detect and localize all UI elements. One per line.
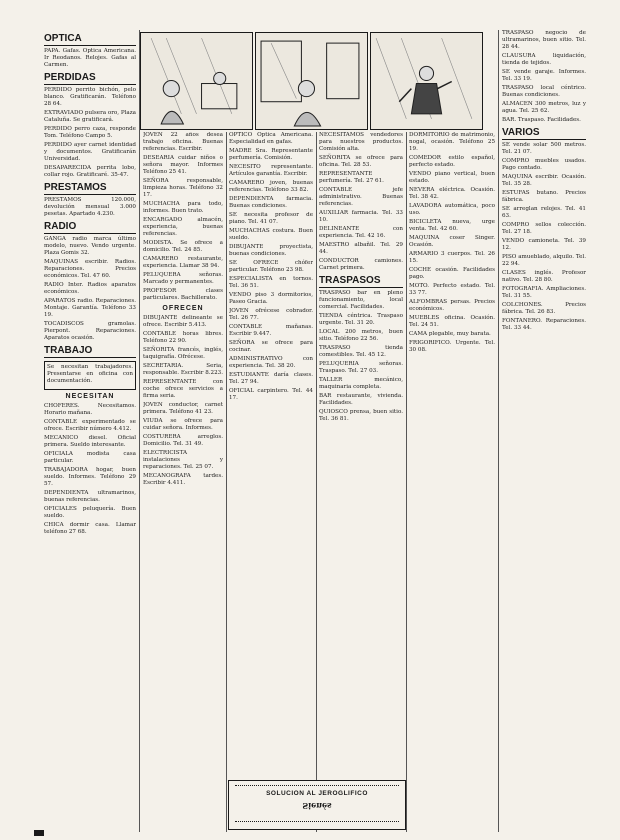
ad: CHOFERES. Necesitamos. Horario mañana. [44, 403, 136, 416]
ad: SEÑORA se ofrece para cocinar. [229, 340, 313, 353]
ad: REPRESENTANTE perfumería. Tel. 27 61. [319, 171, 384, 184]
column-divider [406, 132, 407, 832]
ad: AUXILIAR farmacia. Tel. 33 10. [319, 210, 403, 223]
ad: TRASPASO tienda comestibles. Tel. 45 12. [319, 345, 403, 358]
ad: VENDO camioneta. Tel. 39 12. [502, 238, 586, 251]
puzzle-solution-answer: Sienés [302, 801, 332, 811]
ad: COLCHONES. Precios fábrica. Tel. 26 83. [502, 302, 586, 315]
ad: COMEDOR estilo español, perfecto estado. [409, 155, 495, 168]
comic-drawing-2 [256, 33, 367, 129]
ad: MAQUINA coser Singer. Ocasión. [409, 235, 495, 248]
ad: CONTABLE mañanas. Escribir 9.447. [229, 324, 313, 337]
ad: OFICIALES peluquería. Buen sueldo. [44, 506, 136, 519]
ad: COSTURERA arreglos. Domicilio. Tel. 31 49. [143, 434, 223, 447]
puzzle-solution-title: SOLUCION AL JEROGLIFICO [266, 790, 368, 797]
column-3 [229, 132, 313, 776]
ad: PRESTAMOS 120.000, devolución mensual 3.000 pesetas. Apartado 4.230. [44, 197, 136, 217]
ad: SE arreglan relojes. Tel. 41 63. [502, 206, 586, 219]
ad: Se necesitan trabajadores. Presentarse en oficina con documentación. [47, 364, 133, 384]
column-1 [44, 30, 136, 832]
decorative-border-top [235, 785, 399, 789]
comic-panel-3 [370, 32, 483, 130]
ad: PELUQUERIA señoras. Traspaso. Tel. 27 03. [319, 361, 403, 374]
ad: CONTABLE jefe administrativo. Buenas referencias. [319, 187, 403, 207]
ad: ARMARIO 3 cuerpos. Tel. 26 15. [409, 251, 495, 264]
ad: ESTUFAS butano. Precios fábrica. [502, 190, 586, 203]
column-divider [139, 30, 140, 832]
ad: TRABAJADORA hogar, buen sueldo. Informes. Teléfono 29 57. [44, 467, 136, 487]
section-varios: VARIOS [502, 127, 586, 140]
ad: NECESITAMOS vendedores para nuestros productos. Comisión alta. [319, 132, 403, 152]
ad: CONTABLE horas libres. Teléfono 22 90. [143, 331, 223, 344]
comic-drawing-3 [371, 33, 482, 129]
ad: CAMARERO restaurante, experiencia. Llamar 38 94. [143, 256, 223, 269]
ad-optica: PAPA. Gafas. Optica Americana. Ir Reodanos. Relojes. Gafas al Carmen. [44, 48, 136, 68]
ad: TIENDA céntrica. Traspaso urgente. Tel. 31 20. [319, 313, 403, 326]
section-trabajo: TRABAJO [44, 345, 136, 358]
comic-strip [140, 32, 483, 130]
ad: SEÑORA responsable, limpieza horas. Teléfono 32 17. [143, 178, 223, 198]
ad: EXTRAVIADO pulsera oro, Plaza Cataluña. Se gratificará. [44, 110, 136, 123]
subsection-ofrecen: OFRECEN [162, 305, 204, 312]
ad: NEVERA eléctrica. Ocasión. Tel. 38 42. [409, 187, 495, 200]
column-divider [316, 132, 317, 832]
ad: TRASPASO local céntrico. Buenas condiciones. [502, 85, 586, 98]
subsection-necesitan: NECESITAN [65, 393, 115, 400]
ad: DESAPARECIDA perrita lobo, collar rojo. Gratificaré. 35-47. [44, 165, 136, 178]
ad: FRIGORIFICO. Urgente. Tel. 30 08. [409, 340, 495, 353]
ad: MECANOGRAFA tardes. Escribir 4.411. [143, 473, 223, 486]
ad: ESTUDIANTE daría clases. Tel. 27 94. [229, 372, 313, 385]
section-prestamos: PRESTAMOS [44, 182, 136, 195]
ad: APARATOS radio. Reparaciones. Montaje. Garantía. Teléfono 33 19. [44, 298, 136, 318]
ad: JOVEN conductor, carnet primera. Teléfono 41 23. [143, 402, 223, 415]
section-traspasos: TRASPASOS [319, 275, 403, 288]
ad: SEÑORITA francés, inglés, taquigrafía. Ofrécese. [143, 347, 223, 360]
column-divider [498, 30, 499, 832]
ad: BICICLETA nueva, urge venta. Tel. 42 60. [409, 219, 495, 232]
ad: JOVEN 22 años desea trabajo oficina. Buenas referencias. Escribir. [143, 132, 223, 152]
ad: ESPECIALISTA en tornos. Tel. 36 51. [229, 276, 313, 289]
section-optica: OPTICA [44, 33, 136, 46]
ad: VIUDA se ofrece para cuidar señora. Informes. [143, 418, 223, 431]
ad: DORMITORIO de matrimonio, nogal, ocasión. Teléfono 25 19. [409, 132, 495, 152]
column-2 [143, 132, 223, 832]
ad: COCHE ocasión. Facilidades pago. [409, 267, 495, 280]
column-4 [319, 132, 403, 776]
column-5 [409, 132, 495, 832]
comic-drawing-1 [141, 33, 252, 129]
ad: CLAUSURA liquidación, tienda de tejidos. [502, 53, 586, 66]
ad: ALMACEN 300 metros, luz y agua. Tel. 25 62. [502, 101, 586, 114]
ad: DEPENDIENTA farmacia. Buenas condiciones. [229, 196, 313, 209]
ad: DIBUJANTE proyectista, buenas condiciones. [229, 244, 313, 257]
column-6 [502, 30, 586, 832]
column-divider [226, 132, 227, 832]
ad: BAR. Traspaso. Facilidades. [502, 117, 581, 123]
ad: CLASES inglés. Profesor nativo. Tel. 28 80. [502, 270, 586, 283]
ad: VENDO piso 3 dormitorios, Paseo Gracia. [229, 292, 313, 305]
ad: NECESITO representante. Artículos garantía. Escribir. [229, 164, 313, 177]
ad: OFICIALA modista casa particular. [44, 451, 136, 464]
ad: DIBUJANTE delineante se ofrece. Escribir 5.413. [143, 315, 223, 328]
ad: TRASPASO bar en pleno funcionamiento, local comercial. Facilidades. [319, 290, 403, 310]
ad: OPTICO Optica Americana. Especialidad en gafas. [229, 132, 313, 145]
ad: MAESTRO albañil. Tel. 29 44. [319, 242, 403, 255]
ad: CAMARERO joven, buenas referencias. Teléfono 33 82. [229, 180, 313, 193]
ad: QUIOSCO prensa, buen sitio. Tel. 36 81. [319, 409, 403, 422]
ad: CHICA dormir casa. Llamar teléfono 27 68. [44, 522, 136, 535]
ad: ADMINISTRATIVO con experiencia. Tel. 38 20. [229, 356, 313, 369]
ad: PROFESOR clases particulares. Bachillerato. [143, 288, 223, 301]
ad: REPRESENTANTE con coche ofrece servicios a firma seria. [143, 379, 223, 399]
puzzle-solution-box [228, 780, 406, 830]
ad: ELECTRICISTA instalaciones y reparaciones. Tel. 25 07. [143, 450, 223, 470]
comic-panel-2 [255, 32, 368, 130]
ad: BAR restaurante, vivienda. Facilidades. [319, 393, 403, 406]
ad: TOCADISCOS gramolas. Pierpont. Reparaciones. Aparatos ocasión. [44, 321, 136, 341]
ad: MUCHACHAS costura. Buen sueldo. [229, 228, 313, 241]
ad: MUEBLES oficina. Ocasión. Tel. 24 51. [409, 315, 495, 328]
section-perdidas: PERDIDAS [44, 72, 136, 85]
ad: GANGA radio marca último modelo, nuevo. Vendo urgente. Plaza Gomis 32. [44, 236, 136, 256]
ad: PERDIDO perrito bichón, pelo blanco. Gratificarán. Teléfono 28 64. [44, 87, 136, 107]
ad: MODISTA. Se ofrece a domicilio. Tel. 24 85. [143, 240, 223, 253]
ad: DEPENDIENTA ultramarinos, buenas referencias. [44, 490, 136, 503]
ad: LAVADORA automática, poco uso. [409, 203, 495, 216]
ad: CAMA plegable, muy barata. [409, 331, 491, 337]
ad: RADIO Inter. Radios aparatos económicos. [44, 282, 136, 295]
ad: SEÑORITA se ofrece para oficina. Tel. 28 53. [319, 155, 403, 168]
ad: SE vende solar 500 metros. Tel. 21 07. [502, 142, 586, 155]
ad: MOTO. Perfecto estado. Tel. 33 77. [409, 283, 495, 296]
ad: MECANICO diesel. Oficial primera. Sueldo interesante. [44, 435, 136, 448]
ad: SECRETARIA. Seria, responsable. Escribir 8.223. [143, 363, 223, 376]
ad: PISO amueblado, alquilo. Tel. 22 94. [502, 254, 586, 267]
ad: MAQUINAS escribir. Radios. Reparaciones. Precios económicos. Tel. 47 60. [44, 259, 136, 279]
ad: MADRE Sra. Representante perfumería. Comisión. [229, 148, 313, 161]
ad: CONDUCTOR camiones. Carnet primera. [319, 258, 403, 271]
notice-box [44, 361, 136, 390]
decorative-border-bottom [235, 821, 399, 825]
ad: FONTANERO. Reparaciones. Tel. 33 44. [502, 318, 586, 331]
ad: PELUQUERA señoras. Marcado y permanentes. [143, 272, 223, 285]
ad: VENDO piano vertical, buen estado. [409, 171, 495, 184]
ad: PERDIDO perro caza, responde Tom. Teléfono Campo 5. [44, 126, 136, 139]
ad: OFICIAL carpintero. Tel. 44 17. [229, 388, 313, 401]
ad: CONTABLE experimentado se ofrece. Escribir número 4.412. [44, 419, 136, 432]
section-radio: RADIO [44, 221, 136, 234]
ad: JOVEN ofrécese cobrador. Tel. 26 77. [229, 308, 313, 321]
ad: TALLER mecánico, maquinaria completa. [319, 377, 403, 390]
printer-mark [34, 830, 44, 836]
ad: MUCHACHA para todo, informes. Buen trato. [143, 201, 223, 214]
ad: COMPRO muebles usados. Pago contado. [502, 158, 586, 171]
ad: TRASPASO negocio de ultramarinos, buen sitio. Tel. 28 44. [502, 30, 586, 50]
ad: MAQUINA escribir. Ocasión. Tel. 35 28. [502, 174, 586, 187]
ad: SE necesita profesor de piano. Tel. 41 07. [229, 212, 313, 225]
ad: PERDIDO ayer carnet identidad y documentos. Gratificarán Universidad. [44, 142, 136, 162]
ad: FOTOGRAFIA. Ampliaciones. Tel. 31 55. [502, 286, 586, 299]
ad: COMPRO sellos colección. Tel. 27 18. [502, 222, 586, 235]
comic-panel-1 [140, 32, 253, 130]
ad: SE vende garaje. Informes. Tel. 33 19. [502, 69, 586, 82]
ad: DESEARIA cuidar niños o señora mayor. Informes Teléfono 25 41. [143, 155, 223, 175]
ad: DELINEANTE con experiencia. Tel. 42 16. [319, 226, 403, 239]
ad: ENCARGADO almacén, experiencia, buenas referencias. [143, 217, 223, 237]
ad: LOCAL 200 metros, buen sitio. Teléfono 22 56. [319, 329, 403, 342]
ad: ALFOMBRAS persas. Precios económicos. [409, 299, 495, 312]
ad: SE OFRECE chófer particular. Teléfono 23 98. [229, 260, 313, 273]
